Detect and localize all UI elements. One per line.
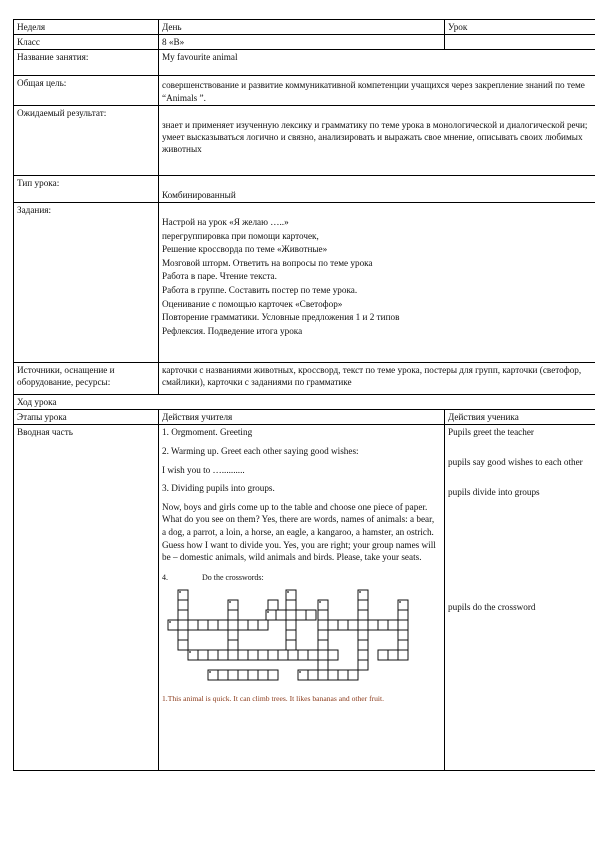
task-item: Настрой на урок «Я желаю …..» xyxy=(162,217,289,228)
stages-label: Этапы урока xyxy=(14,410,159,425)
teacher-actions-cell xyxy=(159,425,445,771)
result-line-1: знает и применяет изученную лексику и грамматику по теме урока в монологической и диалогической речи; xyxy=(162,119,588,130)
student-action-3: pupils divide into groups xyxy=(448,486,540,497)
crossword-clue-1: 1.This animal is quick. It can climb trees. It likes bananas and other fruit. xyxy=(162,694,385,704)
step-4-number: 4. xyxy=(162,572,168,582)
day-cell: День xyxy=(159,20,445,35)
goal-label: Общая цель: xyxy=(14,76,159,105)
intro-row xyxy=(14,425,595,771)
result-line-2: умеет высказываться логично и связно, анализировать и выражать свое мнение, описывать своих любимых животных xyxy=(162,132,583,155)
progress-row xyxy=(14,395,595,410)
group-instructions: Now, boys and girls come up to the table and choose one piece of paper. What do you see on them? Yes, there are words, names of animals: a bear, a dog, a parrot, a loin, a horse, an eagle, a kangaroo, a hamster, an ostrich. Guess how I want to divide you. Yes, you are right; your group names will be – domestic animals, wild animals and birds. Please, take your seats. xyxy=(162,501,436,563)
result-label: Ожидаемый результат: xyxy=(14,105,159,175)
resources-value: карточки с названиями животных, кроссворд, текст по теме урока, постеры для групп, карточки (светофор, смайлики), карточки с заданиями по грамматике xyxy=(159,363,595,395)
task-item: Работа в паре. Чтение текста. xyxy=(162,271,277,282)
teacher-actions-label: Действия учителя xyxy=(159,410,445,425)
class-value: 8 «В» xyxy=(159,35,445,50)
intro-label: Вводная часть xyxy=(14,425,159,771)
student-action-1: Pupils greet the teacher xyxy=(448,427,534,438)
step-2: 2. Warming up. Greet each other saying good wishes: xyxy=(162,446,359,457)
class-label: Класс xyxy=(14,35,159,50)
type-cell xyxy=(159,175,595,202)
step-3: 3. Dividing pupils into groups. xyxy=(162,483,275,494)
goal-row xyxy=(14,76,595,105)
task-item: Мозговой шторм. Ответить на вопросы по теме урока xyxy=(162,257,373,268)
lesson-cell: Урок xyxy=(445,20,595,35)
tasks-row xyxy=(14,203,595,363)
resources-label: Источники, оснащение и оборудование, ресурсы: xyxy=(14,363,159,395)
tasks-label: Задания: xyxy=(14,203,159,363)
week-cell: Неделя xyxy=(14,20,159,35)
task-item: Рефлексия. Подведение итога урока xyxy=(162,325,303,336)
type-row xyxy=(14,175,595,202)
task-item: Повторение грамматики. Условные предложения 1 и 2 типов xyxy=(162,312,400,323)
step-4-text: Do the crosswords: xyxy=(202,572,264,582)
result-row xyxy=(14,105,595,175)
student-actions-cell xyxy=(445,425,595,771)
wish-line: I wish you to ….......... xyxy=(162,464,245,475)
lesson-plan-table xyxy=(13,19,595,771)
student-action-2: pupils say good wishes to each other xyxy=(448,457,583,468)
student-actions-label: Действия ученика xyxy=(445,410,595,425)
resources-row xyxy=(14,363,595,395)
topic-label: Название занятия: xyxy=(14,50,159,76)
columns-header-row xyxy=(14,410,595,425)
topic-row xyxy=(14,50,595,76)
crossword-grid xyxy=(166,588,421,690)
student-action-4: pupils do the crossword xyxy=(448,602,536,613)
goal-cell xyxy=(159,76,595,105)
step-1: 1. Orgmoment. Greeting xyxy=(162,427,253,438)
header-row xyxy=(14,20,595,35)
class-row xyxy=(14,35,595,50)
task-item: Решение кроссворда по теме «Животные» xyxy=(162,244,328,255)
progress-label: Ход урока xyxy=(14,395,595,410)
step-4 xyxy=(162,572,439,585)
class-empty xyxy=(445,35,595,50)
task-item: перегруппировка при помощи карточек, xyxy=(162,230,319,241)
lesson-plan xyxy=(13,19,595,771)
goal-value: совершенствование и развитие коммуникативной компетенции учащихся через закрепление знаний по теме “Animals ”. xyxy=(162,80,585,103)
topic-value: My favourite animal xyxy=(159,50,595,76)
type-value: Комбинированный xyxy=(162,189,236,200)
tasks-cell xyxy=(159,203,595,363)
task-item: Оценивание с помощью карточек «Светофор» xyxy=(162,298,343,309)
result-cell xyxy=(159,105,595,175)
type-label: Тип урока: xyxy=(14,175,159,202)
task-item: Работа в группе. Составить постер по теме урока. xyxy=(162,284,358,295)
